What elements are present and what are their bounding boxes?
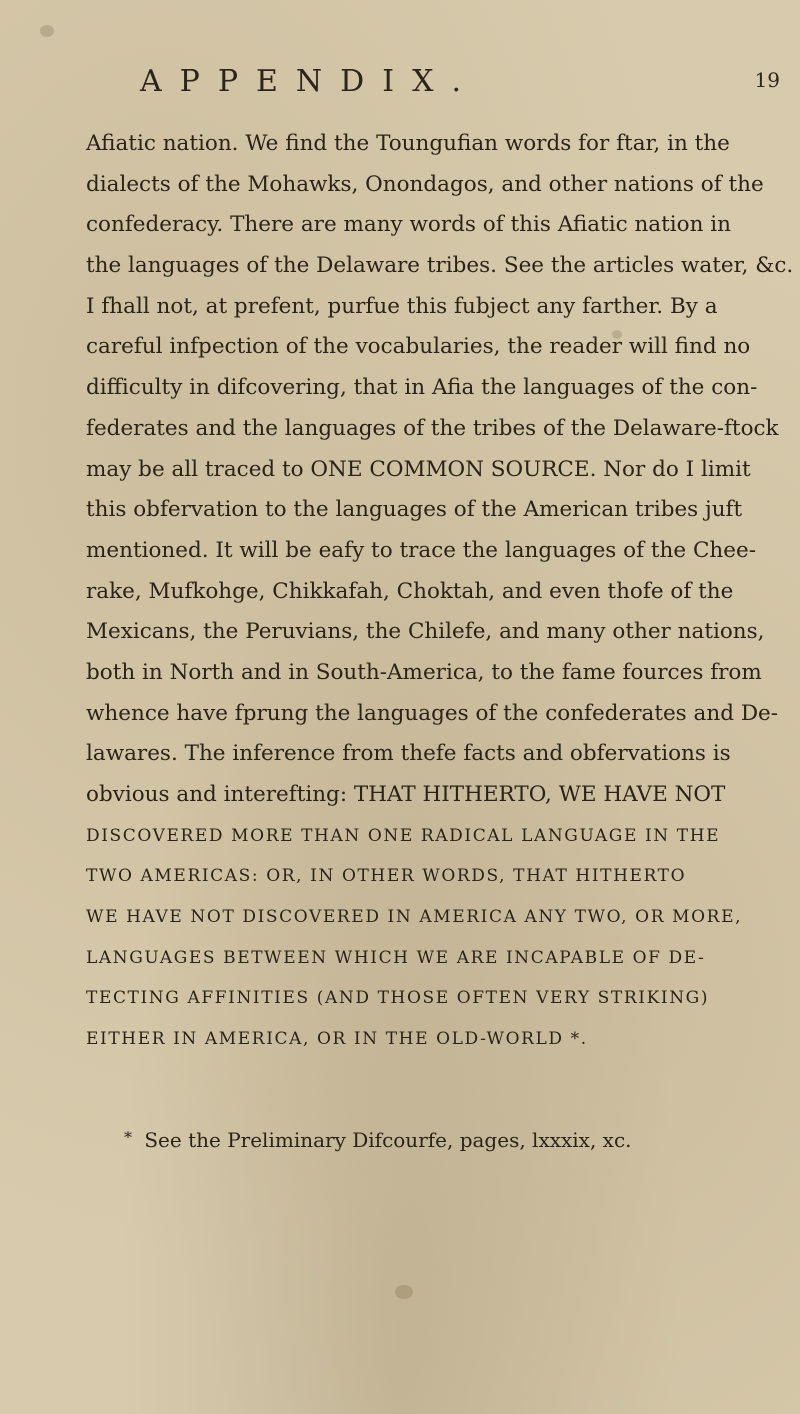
text-line: this obfervation to the languages of the American tribes juft [86, 497, 743, 523]
text-line: Afiatic nation. We find the Toungufian words for ftar, in the [86, 131, 730, 156]
text-line: may be all traced to ONE COMMON SOURCE. Nor do I limit [86, 456, 751, 482]
paper-stain [395, 1285, 413, 1299]
text-line-emphasis: LANGUAGES BETWEEN WHICH WE ARE INCAPABLE OF DE- [86, 947, 706, 968]
text-line: dialects of the Mohawks, Onondagos, and other nations of the [86, 171, 764, 197]
text-line: the languages of the Delaware tribes. See the articles water, &c. [86, 253, 794, 279]
text-line: Mexicans, the Peruvians, the Chilefe, and many other nations, [86, 619, 765, 645]
text-line-emphasis: WE HAVE NOT DISCOVERED IN AMERICA ANY TWO, OR MORE, [86, 907, 743, 928]
text-line-emphasis: TECTING AFFINITIES (AND THOSE OFTEN VERY STRIKING) [86, 988, 710, 1009]
footnote [124, 1128, 744, 1152]
text-line: confederacy. There are many words of this Afiatic nation in [86, 212, 731, 238]
footnote-marker: * [124, 1128, 132, 1147]
paper-stain [40, 25, 54, 37]
footnote-text: See the Preliminary Difcourfe, pages, lxxxix, xc. [144, 1128, 632, 1152]
text-line-emphasis: DISCOVERED MORE THAN ONE RADICAL LANGUAGE IN THE [86, 825, 721, 846]
text-line-emphasis: TWO AMERICAS: OR, IN OTHER WORDS, THAT HITHERTO [86, 866, 687, 887]
page-number: 19 [754, 68, 780, 92]
text-line: rake, Mufkohge, Chikkafah, Choktah, and even thofe of the [86, 578, 734, 604]
text-line: I fhall not, at prefent, purfue this fubject any farther. By a [86, 293, 718, 319]
page-header [140, 64, 780, 104]
text-line-emphasis: EITHER IN AMERICA, OR IN THE OLD-WORLD *. [86, 1029, 588, 1050]
body-text [86, 124, 794, 1060]
text-line: both in North and in South-America, to the fame fources from [86, 659, 762, 685]
text-line: lawares. The inference from thefe facts and obfervations is [86, 741, 731, 767]
text-line: federates and the languages of the tribes of the Delaware-ftock [86, 415, 779, 441]
text-line: whence have fprung the languages of the confederates and De- [86, 700, 779, 726]
text-line: mentioned. It will be eafy to trace the languages of the Chee- [86, 537, 756, 563]
text-line: obvious and interefting: THAT HITHERTO, WE HAVE NOT [86, 782, 726, 807]
text-line: difficulty in difcovering, that in Afia the languages of the con- [86, 375, 758, 401]
running-title: APPENDIX. [140, 64, 479, 99]
text-line: careful infpection of the vocabularies, the reader will find no [86, 334, 751, 360]
